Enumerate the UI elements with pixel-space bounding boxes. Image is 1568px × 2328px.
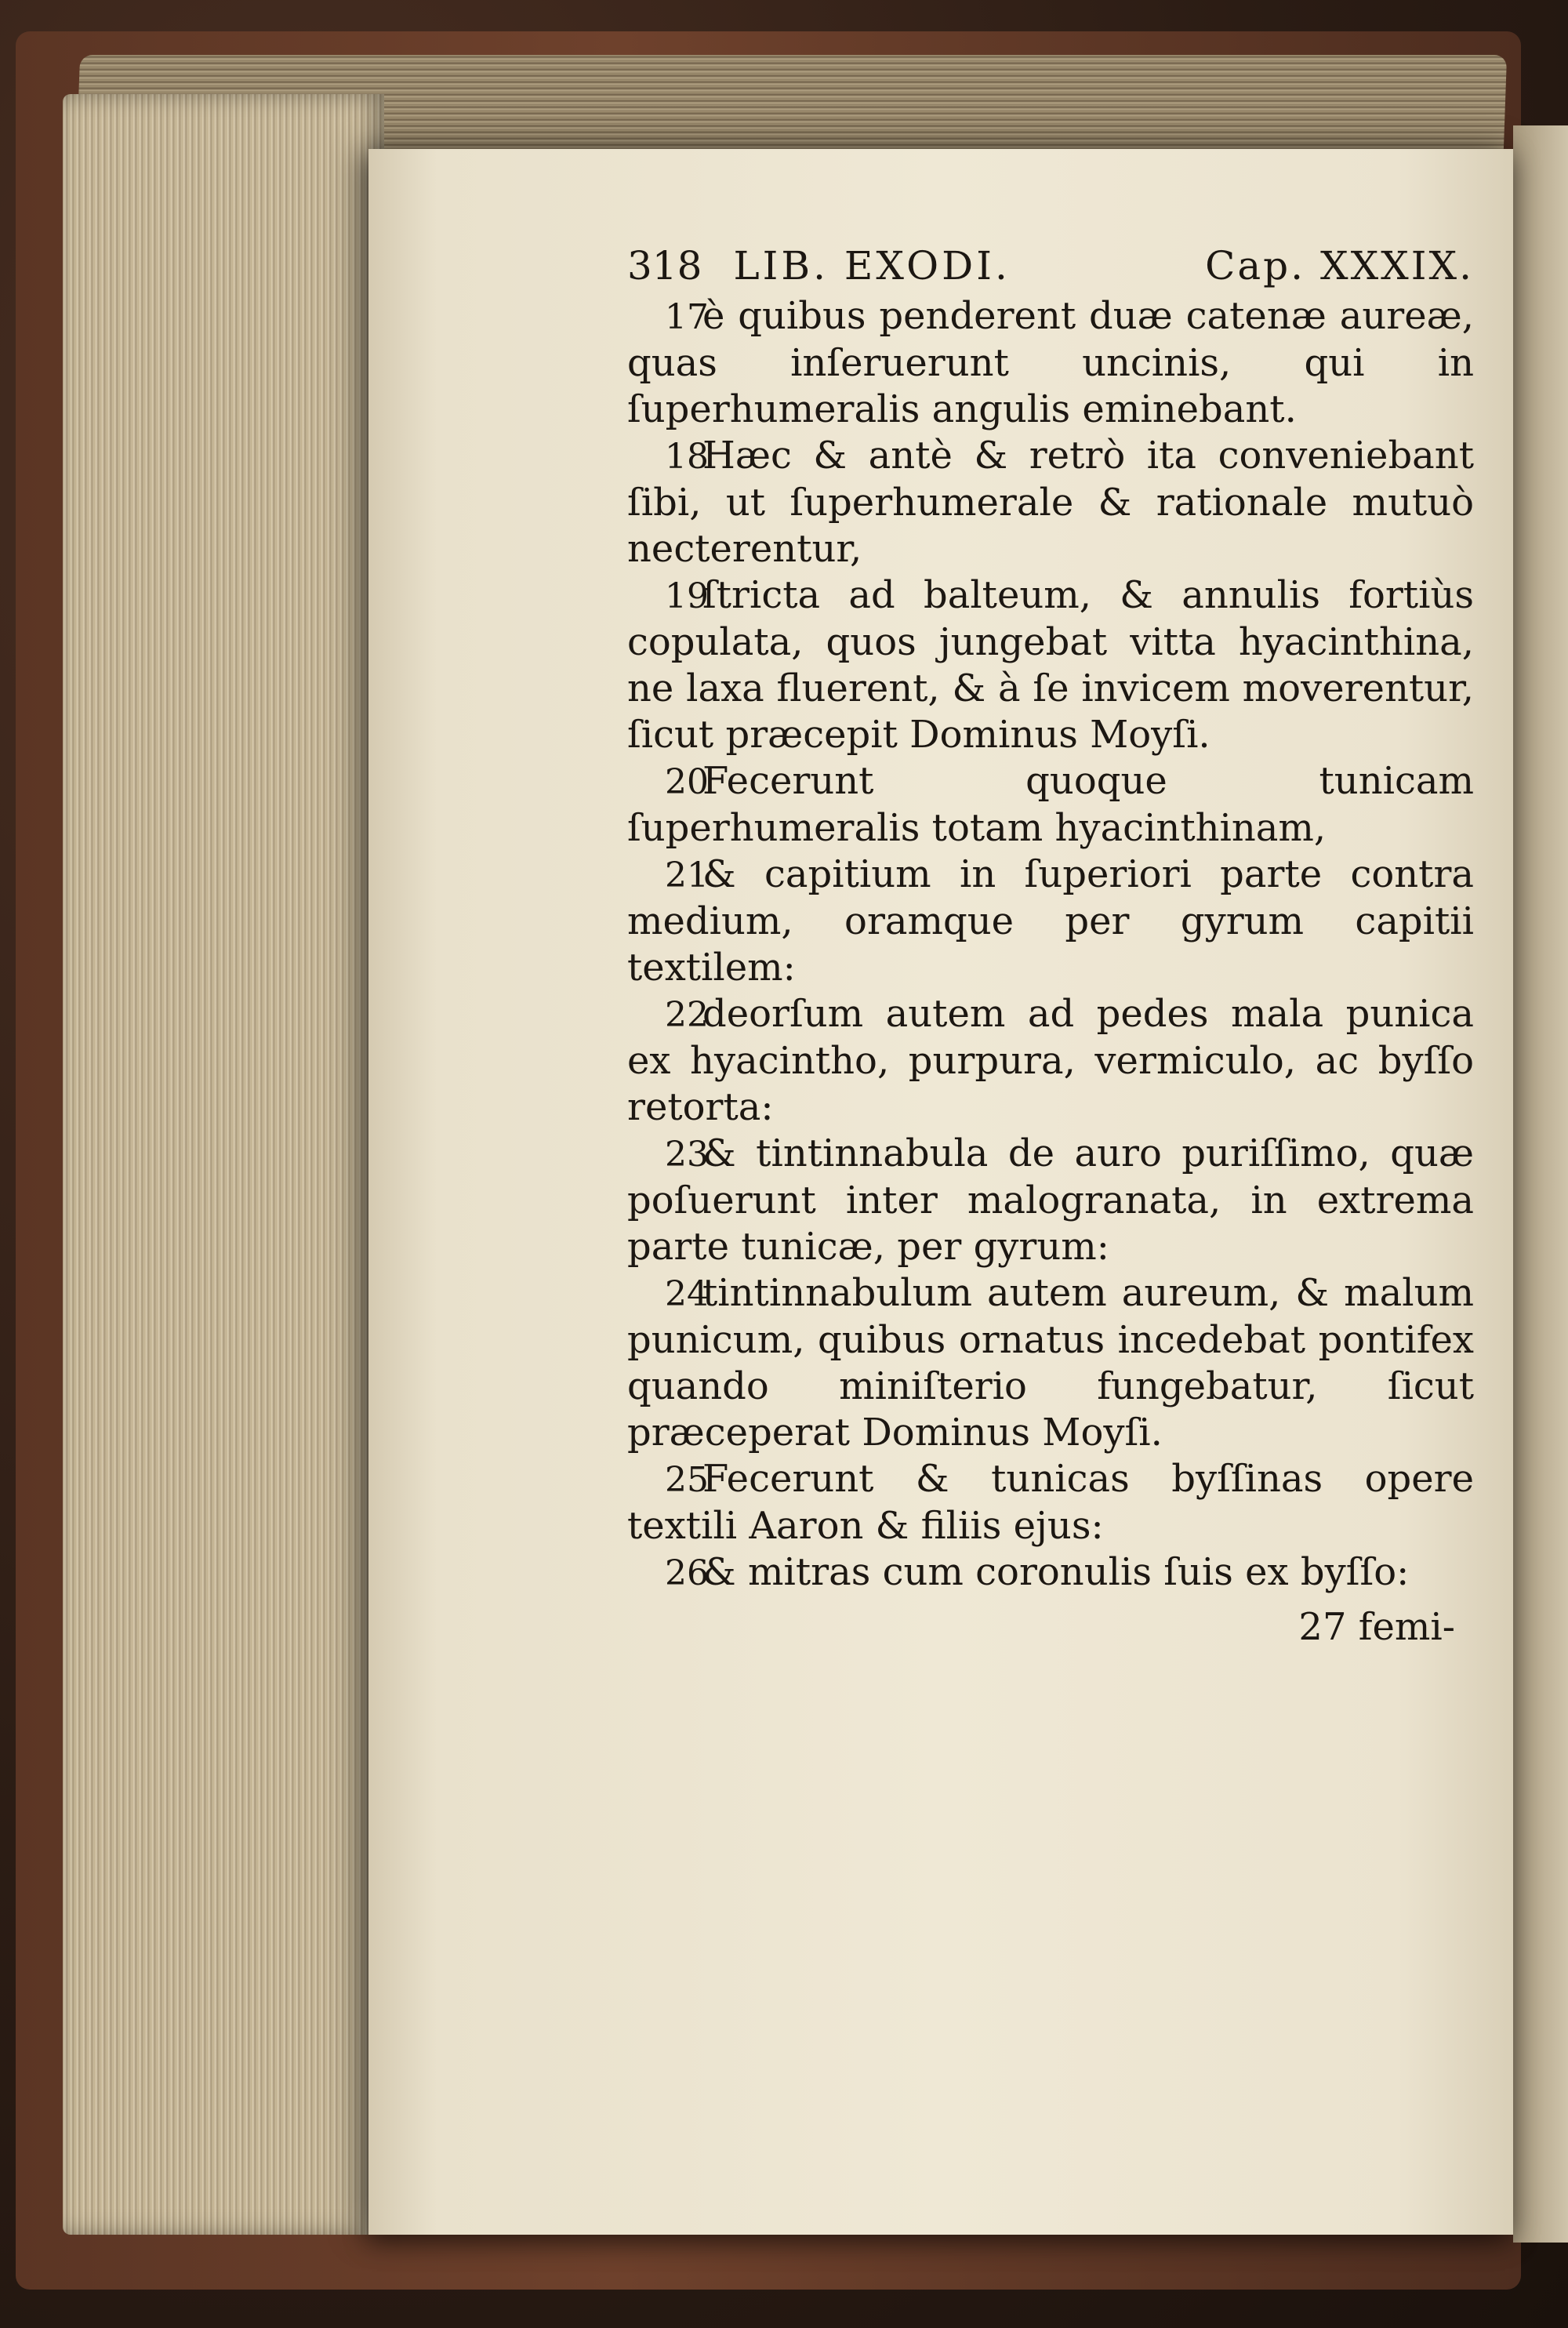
verse-number: 23 [665,1135,709,1175]
page-number: 318 [627,243,702,289]
verse-number: 24 [665,1274,709,1314]
verse-number: 22 [665,995,709,1035]
verse-text: tintinnabulum autem aureum, & malum punicum, quibus ornatus incedebat pontifex quando miniſterio fungebatur, ſicut præceperat Dominus Moyſi. [627,1271,1474,1455]
verse-number: 25 [665,1460,709,1500]
verse-number: 26 [665,1553,709,1593]
verse-number: 21 [665,855,709,895]
verse-text: ſtricta ad balteum, & annulis fortiùs copulata, quos jungebat vitta hyacinthina, ne laxa fluerent, & à ſe invicem moverentur, ſicut præcepit Dominus Moyſi. [627,573,1474,757]
verse-text: deorſum autem ad pedes mala punica ex hyacintho, purpura, vermiculo, ac byſſo retorta: [627,992,1474,1129]
page-side-edges [63,94,384,2235]
verse-18 [627,433,1474,572]
verse-22 [627,991,1474,1131]
verse-text: & tintinnabula de auro puriſſimo, quæ poſuerunt inter malogranata, in extrema parte tunicæ, per gyrum: [627,1131,1474,1269]
book-title: LIB. EXODI. [733,243,1011,289]
verse-23 [627,1131,1474,1270]
verse-text: Fecerunt & tunicas byſſinas opere textili Aaron & filiis ejus: [627,1457,1474,1548]
verse-19 [627,572,1474,758]
verse-26 [627,1549,1474,1596]
verse-number: 17 [665,297,709,337]
verse-21 [627,852,1474,991]
chapter-title: Cap. XXXIX. [1205,243,1474,289]
verse-text: & mitras cum coronulis ſuis ex byſſo: [702,1550,1410,1594]
book-page [368,149,1513,2235]
verse-text: & capitium in ſuperiori parte contra medium, oramque per gyrum capitii textilem: [627,852,1474,990]
verse-24 [627,1270,1474,1456]
verse-number: 20 [665,762,709,802]
page-text [627,243,1474,1651]
verse-25 [627,1456,1474,1549]
verse-text: Hæc & antè & retrò ita conveniebant ſibi, ut ſuperhumerale & rationale mutuò necterentur, [627,434,1474,571]
verse-20 [627,758,1474,852]
verse-text: Fecerunt quoque tunicam ſuperhumeralis totam hyacinthinam, [627,759,1474,850]
verse-text: è quibus penderent duæ catenæ aureæ, quas inſeruerunt uncinis, qui in ſuperhumeralis angulis eminebant. [627,294,1474,431]
verse-number: 18 [665,437,709,477]
running-header [627,243,1474,292]
facing-page-edge [1513,125,1568,2243]
verse-number: 19 [665,576,709,616]
verse-17 [627,293,1474,433]
catchword: 27 femi- [1298,1605,1455,1649]
